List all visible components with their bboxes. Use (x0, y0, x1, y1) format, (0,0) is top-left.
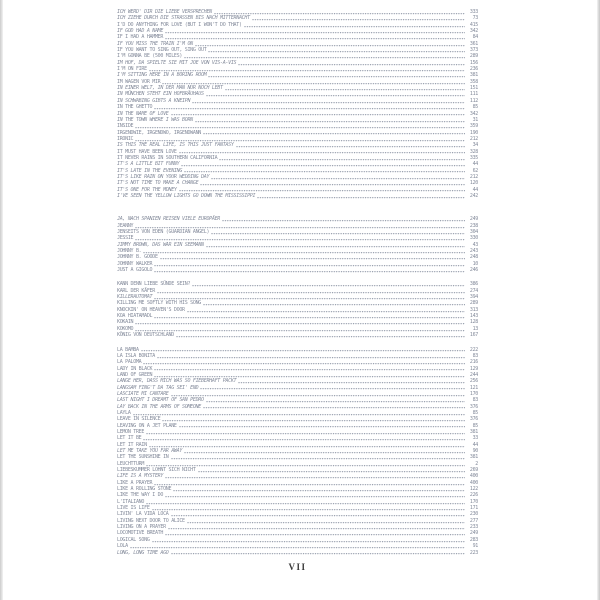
index-entry (117, 130, 478, 136)
entry-title: I'M SITTING HERE IN A BORING ROOM (117, 72, 207, 79)
entry-page-number: 330 (469, 235, 478, 242)
entry-page-number: 246 (469, 267, 478, 274)
entry-title: LIKE THE WAY I DO (117, 492, 164, 499)
entry-page-number: 73 (472, 15, 478, 22)
entry-page-number: 85 (472, 409, 478, 416)
dot-leader (165, 475, 465, 479)
index-entry (117, 104, 478, 110)
entry-title: I'M ON FIRE (117, 66, 147, 73)
dot-leader (192, 283, 465, 287)
entry-page-number: 394 (469, 294, 478, 301)
entry-page-number: 151 (469, 85, 478, 92)
entry-page-number: 342 (469, 28, 478, 35)
entry-page-number: 91 (472, 543, 478, 550)
index-entry (117, 216, 478, 222)
entry-page-number: 171 (469, 505, 478, 512)
dot-leader (135, 237, 465, 241)
entry-title: KILLING ME SOFTLY WITH HIS SONG (117, 300, 202, 307)
index-section-j (117, 216, 478, 273)
entry-page-number: 83 (472, 397, 478, 404)
entry-title: L'ITALIANO (117, 498, 145, 505)
dot-leader (141, 348, 465, 352)
entry-title: KANN DENN LIEBE SÜNDE SEIN? (117, 281, 191, 288)
entry-title: I'M GONNA BE (500 MILES) (117, 53, 183, 60)
dot-leader (135, 125, 465, 129)
entry-title: LANGSAM FING'T DA TAG SEI' END (117, 384, 199, 391)
dot-leader (184, 55, 465, 59)
dot-leader (157, 290, 465, 294)
dot-leader (203, 405, 465, 409)
entry-title: JOHNNY B. (117, 248, 142, 255)
entry-title: JENSEITS VON EDEN (GUARDIAN ANGEL) (117, 229, 210, 235)
entry-title: LEUCHTTURM (117, 460, 145, 467)
dot-leader (222, 218, 465, 222)
index-entry (117, 385, 478, 391)
dot-leader (165, 532, 465, 536)
index-entry (117, 28, 478, 34)
index-entry (117, 410, 478, 416)
entry-title: LIVING NEXT DOOR TO ALICE (117, 517, 185, 524)
entry-title: IRGENDWIE, IRGENDWO, IRGENDWANN (117, 129, 202, 136)
dot-leader (179, 188, 465, 192)
entry-page-number: 122 (469, 486, 478, 493)
entry-title: LOGICAL SONG (117, 536, 150, 543)
dot-leader (130, 545, 465, 549)
index-entry (117, 366, 478, 372)
entry-title: LOCOMOTIVE BREATH (117, 530, 164, 537)
dot-leader (152, 507, 465, 511)
entry-title: LIFE IS A MYSTERY (117, 473, 164, 480)
entry-page-number: 289 (469, 300, 478, 307)
dot-leader (187, 309, 465, 313)
dot-leader (257, 195, 465, 199)
entry-page-number: 233 (469, 524, 478, 531)
dot-leader (252, 17, 465, 21)
entry-title: IRONIC (117, 135, 134, 142)
entry-page-number: 170 (469, 498, 478, 505)
index-entry (117, 117, 478, 123)
entry-page-number: 222 (469, 346, 478, 353)
dot-leader (200, 386, 465, 390)
index-entry (117, 473, 478, 479)
index-entry (117, 435, 478, 441)
index-entry (117, 313, 478, 319)
dot-leader (135, 138, 465, 142)
dot-leader (195, 119, 465, 123)
entry-page-number: 170 (469, 390, 478, 397)
dot-leader (171, 393, 466, 397)
dot-leader (173, 488, 465, 492)
index-entry (117, 467, 478, 473)
entry-page-number: 249 (469, 216, 478, 223)
index-entry (117, 60, 478, 66)
entry-title: I'D DO ANYTHING FOR LOVE (BUT I WON'T DO THAT) (117, 21, 242, 28)
entry-page-number: 212 (469, 135, 478, 142)
entry-title: LAY BACK IN THE ARMS OF SOMEONE (117, 403, 202, 410)
dot-leader (219, 157, 465, 161)
entry-title: IF YOU WANT TO SING OUT, SING OUT (117, 47, 207, 54)
entry-page-number: 84 (472, 34, 478, 41)
dot-leader (236, 144, 465, 148)
entry-page-number: 249 (469, 530, 478, 537)
dot-leader (214, 11, 465, 15)
entry-page-number: 335 (469, 154, 478, 161)
entry-page-number: 62 (472, 167, 478, 174)
entry-title: LEAVING ON A JET PLANE (117, 422, 177, 429)
page-number-folio: VII (288, 561, 307, 572)
entry-page-number: 143 (469, 313, 478, 320)
entry-page-number: 34 (472, 142, 478, 149)
index-entry (117, 537, 478, 543)
entry-title: IN EINER WELT, IN DER MAN NUR NOCH LEBT (117, 85, 223, 92)
dot-leader (206, 244, 465, 248)
dot-leader (171, 456, 466, 460)
dot-leader (244, 24, 465, 28)
dot-leader (149, 68, 465, 72)
entry-page-number: 120 (469, 180, 478, 187)
entry-title: I'VE SEEN THE YELLOW LIGHTS GO DOWN THE MISSISSIPPI (117, 192, 256, 199)
entry-page-number: 256 (469, 378, 478, 385)
entry-title: LA ISLA BONITA (117, 352, 155, 359)
entry-title: IF I HAD A HAMMER (117, 34, 164, 41)
index-entry (117, 505, 478, 511)
entry-page-number: 10 (472, 260, 478, 267)
entry-page-number: 277 (469, 517, 478, 524)
entry-page-number: 400 (469, 473, 478, 480)
entry-page-number: 13 (472, 325, 478, 332)
entry-page-number: 381 (469, 428, 478, 435)
entry-page-number: 223 (469, 549, 478, 556)
entry-title: LAYLA (117, 409, 131, 416)
entry-title: LET ME TAKE YOU FAR AWAY (117, 448, 183, 454)
entry-title: IN THE GHETTO (117, 104, 153, 111)
index-entry (117, 332, 478, 338)
dot-leader (195, 43, 465, 47)
entry-page-number: 44 (472, 161, 478, 168)
dot-leader (211, 176, 465, 180)
index-entry (117, 22, 478, 28)
entry-title: ICH ZIEHE DURCH DIE STRASSEN BIS NACH MITTERNACHT (117, 15, 250, 22)
entry-title: IT MUST HAVE BEEN LOVE (117, 148, 177, 155)
entry-title: ICH WERD' DIR DIE LIEBE VERSPRECHEN (117, 9, 212, 15)
entry-title: JEANNY (117, 222, 134, 229)
dot-leader (203, 131, 465, 135)
dot-leader (162, 418, 465, 422)
entry-title: LIVIN' LA VIDA LOCA (117, 511, 169, 518)
entry-title: IT'S ONE FOR THE MONEY (117, 186, 177, 193)
dot-leader (162, 81, 465, 85)
entry-title: IT'S A LITTLE BIT FUNNY (117, 161, 180, 168)
entry-page-number: 190 (469, 129, 478, 136)
dot-leader (211, 231, 465, 235)
dot-leader (203, 302, 465, 306)
dot-leader (146, 501, 465, 505)
entry-title: IM WAGEN VOR MIR (117, 78, 161, 85)
index-entry (117, 404, 478, 410)
dot-leader (135, 321, 465, 325)
entry-title: JESSIE (117, 235, 134, 242)
entry-title: JUST A GIGOLO (117, 267, 153, 274)
dot-leader (179, 150, 465, 154)
entry-page-number: 112 (469, 97, 478, 104)
index-entry (117, 288, 478, 294)
dot-leader (179, 424, 465, 428)
dot-leader (152, 539, 465, 543)
entry-title: LIKE A PRAYER (117, 479, 153, 486)
entry-page-number: 243 (469, 248, 478, 255)
entry-page-number: 242 (469, 192, 478, 199)
entry-title: LET IT BE (117, 435, 142, 442)
entry-page-number: 31 (472, 116, 478, 123)
entry-page-number: 90 (472, 448, 478, 454)
index-entry (117, 530, 478, 536)
dot-leader (187, 520, 465, 524)
entry-title: IF GOD HAD A NAME (117, 28, 164, 35)
entry-title: KOKAIN (117, 319, 134, 326)
entry-title: LONG, LONG TIME AGO (117, 549, 169, 556)
index-entry (117, 550, 478, 556)
entry-page-number: 274 (469, 287, 478, 294)
entry-title: LAST NIGHT I DREAMT OF SAN PEDRO (117, 397, 204, 404)
entry-page-number: 44 (472, 441, 478, 448)
entry-title: IT'S LATE IN THE EVENING (117, 167, 183, 174)
entry-title: IN SCHWABING GIBTS A KNEIPN (117, 97, 191, 104)
entry-title: INSIDE (117, 123, 134, 130)
entry-page-number: 43 (472, 241, 478, 248)
dot-leader (184, 169, 465, 173)
index-entry (117, 242, 478, 248)
entry-page-number: 248 (469, 254, 478, 261)
dot-leader (208, 49, 465, 53)
index-entry (117, 248, 478, 254)
entry-title: LANGE HER, DASS MICH WAS SO FIEBERHAFT PACKT (117, 378, 237, 385)
dot-leader (206, 399, 465, 403)
entry-page-number: 415 (469, 21, 478, 28)
dot-leader (238, 62, 465, 66)
dot-leader (143, 361, 465, 365)
entry-page-number: 400 (469, 479, 478, 486)
index-entry (117, 353, 478, 359)
dot-leader (165, 36, 465, 40)
entry-page-number: 386 (469, 281, 478, 288)
index-entry (117, 518, 478, 524)
index-entry (117, 229, 478, 235)
entry-page-number: 216 (469, 359, 478, 366)
entry-page-number: 376 (469, 403, 478, 410)
dot-leader (176, 334, 465, 338)
entry-title: LIVING ON A PRAYER (117, 524, 166, 531)
entry-page-number: 238 (469, 222, 478, 229)
dot-leader (154, 263, 465, 267)
index-entry (117, 72, 478, 78)
dot-leader (192, 100, 465, 104)
index-entry (117, 98, 478, 104)
index-entry (117, 319, 478, 325)
entry-title: JOHNNY B. GOODE (117, 254, 158, 261)
index-section-i (117, 9, 478, 199)
dot-leader (154, 106, 465, 110)
entry-title: IT'S NOT TIME TO MAKE A CHANGE (117, 180, 199, 187)
entry-title: LADY IN BLACK (117, 365, 153, 372)
index-entry (117, 254, 478, 260)
dot-leader (154, 315, 465, 319)
entry-page-number: 342 (469, 110, 478, 117)
entry-title: LIVE IS LIFE (117, 505, 150, 512)
dot-leader (165, 30, 465, 34)
dot-leader (181, 163, 465, 167)
entry-title: IS THIS THE REAL LIFE, IS THIS JUST FANTASY (117, 142, 234, 149)
dot-leader (154, 296, 465, 300)
dot-leader (149, 444, 465, 448)
entry-page-number: 333 (469, 9, 478, 15)
entry-page-number: 328 (469, 148, 478, 155)
entry-title: IT NEVER RAINS IN SOUTHERN CALIFORNIA (117, 154, 218, 161)
entry-page-number: 376 (469, 416, 478, 423)
entry-page-number: 156 (469, 59, 478, 66)
entry-title: JOHNNY WALKER (117, 260, 153, 267)
entry-page-number: 85 (472, 422, 478, 429)
entry-title: LIKE A ROLLING STONE (117, 486, 172, 493)
entry-title: LET IT RAIN (117, 441, 147, 448)
entry-title: LASCIATE MI CANTARE (117, 390, 169, 397)
dot-leader (171, 112, 466, 116)
index-entry (117, 307, 478, 313)
entry-title: IT'S LIKE RAIN ON YOUR WEDDING DAY (117, 173, 210, 180)
dot-leader (135, 328, 465, 332)
entry-page-number: 236 (469, 66, 478, 73)
entry-page-number: 283 (469, 536, 478, 543)
entry-title: IN THE TOWN WHERE I WAS BORN (117, 116, 193, 123)
index-entry (117, 524, 478, 530)
index-entry (117, 193, 478, 199)
index-entry (117, 486, 478, 492)
entry-page-number: 85 (472, 104, 478, 111)
entry-title: LEAVE IN SILENCE (117, 416, 161, 423)
entry-page-number: 226 (469, 492, 478, 499)
dot-leader (171, 513, 466, 517)
index-entry (117, 429, 478, 435)
entry-page-number: 269 (469, 467, 478, 474)
index-sections (117, 9, 478, 556)
entry-title: KNOCKIN' ON HEAVEN'S DOOR (117, 306, 185, 313)
entry-title: IN THE NAME OF LOVE (117, 110, 169, 117)
dot-leader (171, 551, 466, 555)
index-entry (117, 423, 478, 429)
dot-leader (146, 463, 465, 467)
entry-page-number: 313 (469, 306, 478, 313)
dot-leader (143, 250, 465, 254)
dot-leader (238, 380, 465, 384)
index-section-k (117, 281, 478, 338)
index-entry (117, 359, 478, 365)
entry-title: IF YOU MISS THE TRAIN I'M ON (117, 40, 193, 47)
dot-leader (200, 182, 465, 186)
entry-title: JA, NACH SPANIEN REISEN VIELE EUROPÄER (117, 216, 220, 223)
entry-title: KÖNIG VON DEUTSCHLAND (117, 332, 174, 339)
index-entry (117, 543, 478, 549)
dot-leader (184, 450, 465, 454)
entry-title: LEMON TREE (117, 428, 145, 435)
index-entry (117, 454, 478, 460)
dot-leader (165, 494, 465, 498)
index-entry (117, 281, 478, 287)
entry-page-number: 167 (469, 332, 478, 339)
entry-title: KOKOMO (117, 325, 134, 332)
entry-title: IN MÜNCHEN STEHT EIN HOFBRÄUHAUS (117, 91, 204, 98)
entry-page-number: 121 (469, 384, 478, 391)
dot-leader (160, 256, 465, 260)
entry-page-number: 381 (469, 454, 478, 461)
entry-page-number: 230 (469, 511, 478, 518)
entry-page-number: 33 (472, 435, 478, 442)
page-left-edge-shadow (0, 0, 3, 600)
index-entry (117, 448, 478, 454)
entry-page-number: 128 (469, 319, 478, 326)
index-entry (117, 499, 478, 505)
dot-leader (143, 437, 465, 441)
dot-leader (206, 93, 465, 97)
entry-page-number: 111 (469, 91, 478, 98)
entry-page-number: 361 (469, 40, 478, 47)
entry-page-number: 304 (469, 229, 478, 235)
entry-title: LAND OF GREEN (117, 371, 153, 378)
dot-leader (154, 367, 465, 371)
index-entry (117, 261, 478, 267)
entry-title: LA BAMBA (117, 346, 139, 353)
index-entry (117, 492, 478, 498)
dot-leader (154, 269, 465, 273)
dot-leader (133, 412, 465, 416)
entry-title: KILLERAUTOMAT (117, 294, 153, 301)
entry-page-number: 244 (469, 371, 478, 378)
index-entry (117, 347, 478, 353)
entry-title: LA PALOMA (117, 359, 142, 366)
entry-page-number: 44 (472, 186, 478, 193)
entry-page-number: 373 (469, 47, 478, 54)
dot-leader (146, 431, 465, 435)
entry-page-number: 212 (469, 173, 478, 180)
dot-leader (154, 374, 465, 378)
entry-page-number: 129 (469, 365, 478, 372)
entry-page-number: 359 (469, 123, 478, 130)
entry-page-number: 358 (469, 78, 478, 85)
dot-leader (154, 482, 465, 486)
dot-leader (198, 469, 465, 473)
entry-title: LIEBESKUMMER LOHNT SICH NICHT (117, 467, 196, 474)
dot-leader (168, 526, 465, 530)
dot-leader (208, 74, 465, 78)
entry-title: KARL DER KÄFER (117, 287, 155, 294)
index-entry (117, 267, 478, 273)
dot-leader (225, 87, 465, 91)
entry-title: LOLA (117, 543, 128, 550)
entry-page-number: 83 (472, 352, 478, 359)
entry-page-number: 2 (475, 460, 478, 467)
entry-page-number: 381 (469, 72, 478, 79)
entry-title: IM HOF, DA SPIELTE SIE MIT JOE VON VIS-A-VIS (117, 59, 237, 66)
entry-title: LET THE SUNSHINE IN (117, 454, 169, 461)
dot-leader (135, 225, 465, 229)
entry-title: JIMMY BROWN, DAS WAR EIN SEEMANN (117, 241, 204, 248)
entry-page-number: 289 (469, 53, 478, 60)
song-index-content (117, 9, 478, 572)
index-section-l (117, 347, 478, 556)
dot-leader (157, 355, 465, 359)
entry-title: KOA HIATAMADL (117, 313, 153, 320)
